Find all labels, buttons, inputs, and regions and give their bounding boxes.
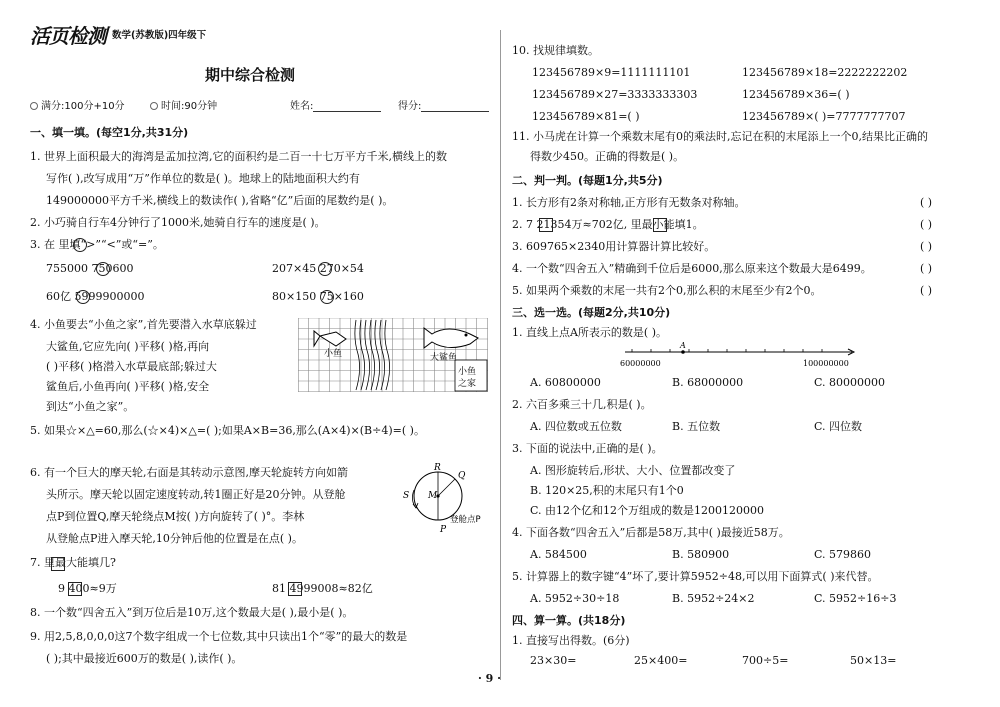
choice-option[interactable]: B. 5952÷24×2 [672, 592, 755, 605]
score-field[interactable]: 得分: [398, 97, 489, 112]
answer-box[interactable] [539, 218, 553, 232]
boarding-point-label: 登舱点P [450, 515, 481, 525]
judge-answer-blank[interactable]: ( ) [920, 262, 933, 275]
label-Q: Q [458, 471, 466, 481]
choice-question: 5. 计算器上的数字键“4”坏了,要计算5952÷48,可以用下面算式( )来代替。 [512, 570, 879, 583]
compare-item: 80×150 75×160 [272, 290, 364, 303]
choice-option[interactable]: B. 120×25,积的末尾只有1个0 [530, 484, 684, 497]
translation-grid-figure [298, 318, 488, 392]
book-subtitle: 数学(苏教版)四年级下 [112, 30, 207, 41]
answer-box[interactable] [653, 218, 667, 232]
page-number: · 9 · [478, 672, 501, 685]
time-info: 时间:90分钟 [150, 97, 217, 112]
compare-item: 755000 750600 [46, 262, 134, 275]
label-M: M [428, 491, 438, 501]
question-line: 大鲨鱼,它应先向( )平移( )格,再向 [46, 340, 210, 353]
label-R: R [434, 463, 441, 473]
judge-answer-blank[interactable]: ( ) [920, 218, 933, 231]
score-info: 满分:100分+10分 [30, 97, 125, 112]
judge-item: 4. 一个数“四舍五入”精确到千位后是6000,那么原来这个数最大是6499。 [512, 262, 872, 275]
question-line: 写作( ),改写成用“万”作单位的数是( )。地球上的陆地面积大约有 [46, 172, 360, 185]
pattern-line: 123456789×81=( ) [532, 110, 640, 123]
compare-circle[interactable] [318, 262, 332, 276]
choice-option[interactable]: A. 四位数或五位数 [530, 420, 622, 433]
ferris-wheel-figure [400, 460, 492, 538]
judge-answer-blank[interactable]: ( ) [920, 196, 933, 209]
choice-option[interactable]: C. 579860 [814, 548, 872, 561]
section-heading: 一、填一填。(每空1分,共31分) [30, 126, 189, 139]
question-line: ( );其中最接近600万的数是( ),读作( )。 [46, 652, 243, 665]
compare-item: 207×45 270×54 [272, 262, 364, 275]
judge-answer-blank[interactable]: ( ) [920, 240, 933, 253]
choice-question: 2. 六百多乘三十几,积是( )。 [512, 398, 652, 411]
calc-item: 700÷5= [742, 654, 789, 667]
section-heading: 二、判一判。(每题1分,共5分) [512, 174, 663, 187]
calc-item: 23×30= [530, 654, 577, 667]
calc-item: 25×400= [634, 654, 688, 667]
compare-circle[interactable] [76, 290, 90, 304]
pattern-line: 123456789×( )=7777777707 [742, 110, 906, 123]
question-line: ( )平移( )格潜入水草最底部;躲过大 [46, 360, 217, 373]
section-heading: 四、算一算。(共18分) [512, 614, 626, 627]
question-line: 1. 直接写出得数。(6分) [512, 634, 630, 647]
answer-box[interactable] [68, 582, 82, 596]
choice-option[interactable]: C. 80000000 [814, 376, 886, 389]
compare-item: 60亿 5999900000 [46, 290, 145, 303]
exam-title: 期中综合检测 [204, 66, 295, 84]
pattern-line: 123456789×27=3333333303 [532, 88, 698, 101]
question-line: 10. 找规律填数。 [512, 44, 599, 57]
choice-option[interactable]: C. 5952÷16÷3 [814, 592, 897, 605]
choice-option[interactable]: C. 由12个亿和12个万组成的数是1200120000 [530, 504, 764, 517]
judge-item: 2. 7 21354万≈702亿, 里最小能填1。 [512, 218, 704, 231]
question-line: 6. 有一个巨大的摩天轮,右面是其转动示意图,摩天轮旋转方向如箭 [30, 466, 348, 479]
label-S: S [403, 491, 410, 501]
choice-option[interactable]: A. 584500 [530, 548, 587, 561]
answer-box[interactable] [288, 582, 302, 596]
question-line: 3. 在 里填“>”“<”或“=”。 [30, 238, 164, 251]
question-line: 81 4999008≈82亿 [272, 582, 373, 595]
question-line: 7. 里最大能填几? [30, 556, 116, 569]
question-line: 9. 用2,5,8,0,0,0这7个数字组成一个七位数,其中只读出1个“零”的最大的数是 [30, 630, 408, 643]
compare-circle[interactable] [96, 262, 110, 276]
bullet-icon [30, 102, 38, 110]
question-line: 从登舱点P进入摩天轮,10分钟后他的位置是在点( )。 [46, 532, 303, 545]
question-line: 鲨鱼后,小鱼再向( )平移( )格,安全 [46, 380, 210, 393]
tick-label: 100000000 [803, 359, 849, 368]
question-line: 9 400≈9万 [58, 582, 117, 595]
choice-option[interactable]: A. 图形旋转后,形状、大小、位置都改变了 [530, 464, 736, 477]
point-A-label: A [680, 341, 686, 350]
question-line: 到达“小鱼之家”。 [46, 400, 135, 413]
shark-icon [424, 328, 478, 348]
shark-label: 大鲨鱼 [430, 353, 458, 363]
question-line: 头所示。摩天轮以固定速度转动,转1圈正好是20分钟。从登舱 [46, 488, 346, 501]
pattern-line: 123456789×18=2222222202 [742, 66, 908, 79]
question-line: 得数少450。正确的得数是( )。 [530, 150, 685, 163]
choice-question: 1. 直线上点A所表示的数是( )。 [512, 326, 668, 339]
bullet-icon [150, 102, 158, 110]
choice-option[interactable]: B. 五位数 [672, 420, 721, 433]
brand-logo: 活页检测 [30, 24, 106, 48]
choice-option[interactable]: B. 68000000 [672, 376, 744, 389]
choice-question: 4. 下面各数“四舍五入”后都是58万,其中( )最接近58万。 [512, 526, 790, 539]
home-label: 之家 [458, 379, 477, 389]
judge-answer-blank[interactable]: ( ) [920, 284, 933, 297]
judge-item: 5. 如果两个乘数的末尾一共有2个0,那么积的末尾至少有2个0。 [512, 284, 822, 297]
answer-box[interactable] [51, 557, 65, 571]
choice-option[interactable]: A. 5952÷30÷18 [530, 592, 620, 605]
tick-label: 60000000 [620, 359, 661, 368]
choice-option[interactable]: C. 四位数 [814, 420, 863, 433]
question-line: 4. 小鱼要去“小鱼之家”,首先要潜入水草底躲过 [30, 318, 257, 331]
number-line-figure [620, 340, 860, 370]
column-divider [500, 30, 501, 680]
compare-circle[interactable] [73, 238, 87, 252]
compare-circle[interactable] [320, 290, 334, 304]
question-line: 8. 一个数“四舍五入”到万位后是10万,这个数最大是( ),最小是( )。 [30, 606, 354, 619]
pattern-line: 123456789×9=1111111101 [532, 66, 691, 79]
judge-item: 1. 长方形有2条对称轴,正方形有无数条对称轴。 [512, 196, 746, 209]
question-line: 1. 世界上面积最大的海湾是孟加拉湾,它的面积约是二百一十七万平方千米,横线上的数 [30, 150, 447, 163]
fish-label: 小鱼 [324, 349, 343, 359]
question-line: 点P到位置Q,摩天轮绕点M按( )方向旋转了( )°。李林 [46, 510, 305, 523]
section-heading: 三、选一选。(每题2分,共10分) [512, 306, 671, 319]
seaweed-icon [355, 320, 390, 390]
question-line: 2. 小巧骑自行车4分钟行了1000米,她骑自行车的速度是( )。 [30, 216, 326, 229]
home-label: 小鱼 [458, 367, 477, 377]
choice-question: 3. 下面的说法中,正确的是( )。 [512, 442, 663, 455]
question-line: 5. 如果☆×△=60,那么(☆×4)×△=( );如果A×B=36,那么(A×4)×(B÷4)=( )。 [30, 424, 425, 437]
label-P: P [440, 525, 447, 535]
choice-option[interactable]: B. 580900 [672, 548, 730, 561]
choice-option[interactable]: A. 60800000 [530, 376, 601, 389]
question-line: 149000000平方千米,横线上的数读作( ),省略“亿”后面的尾数约是( )。 [46, 194, 394, 207]
question-line: 11. 小马虎在计算一个乘数末尾有0的乘法时,忘记在积的末尾添上一个0,结果比正确的 [512, 130, 928, 143]
calc-item: 50×13= [850, 654, 897, 667]
pattern-line: 123456789×36=( ) [742, 88, 850, 101]
name-field[interactable]: 姓名: [290, 97, 381, 112]
judge-item: 3. 609765×2340用计算器计算比较好。 [512, 240, 716, 253]
